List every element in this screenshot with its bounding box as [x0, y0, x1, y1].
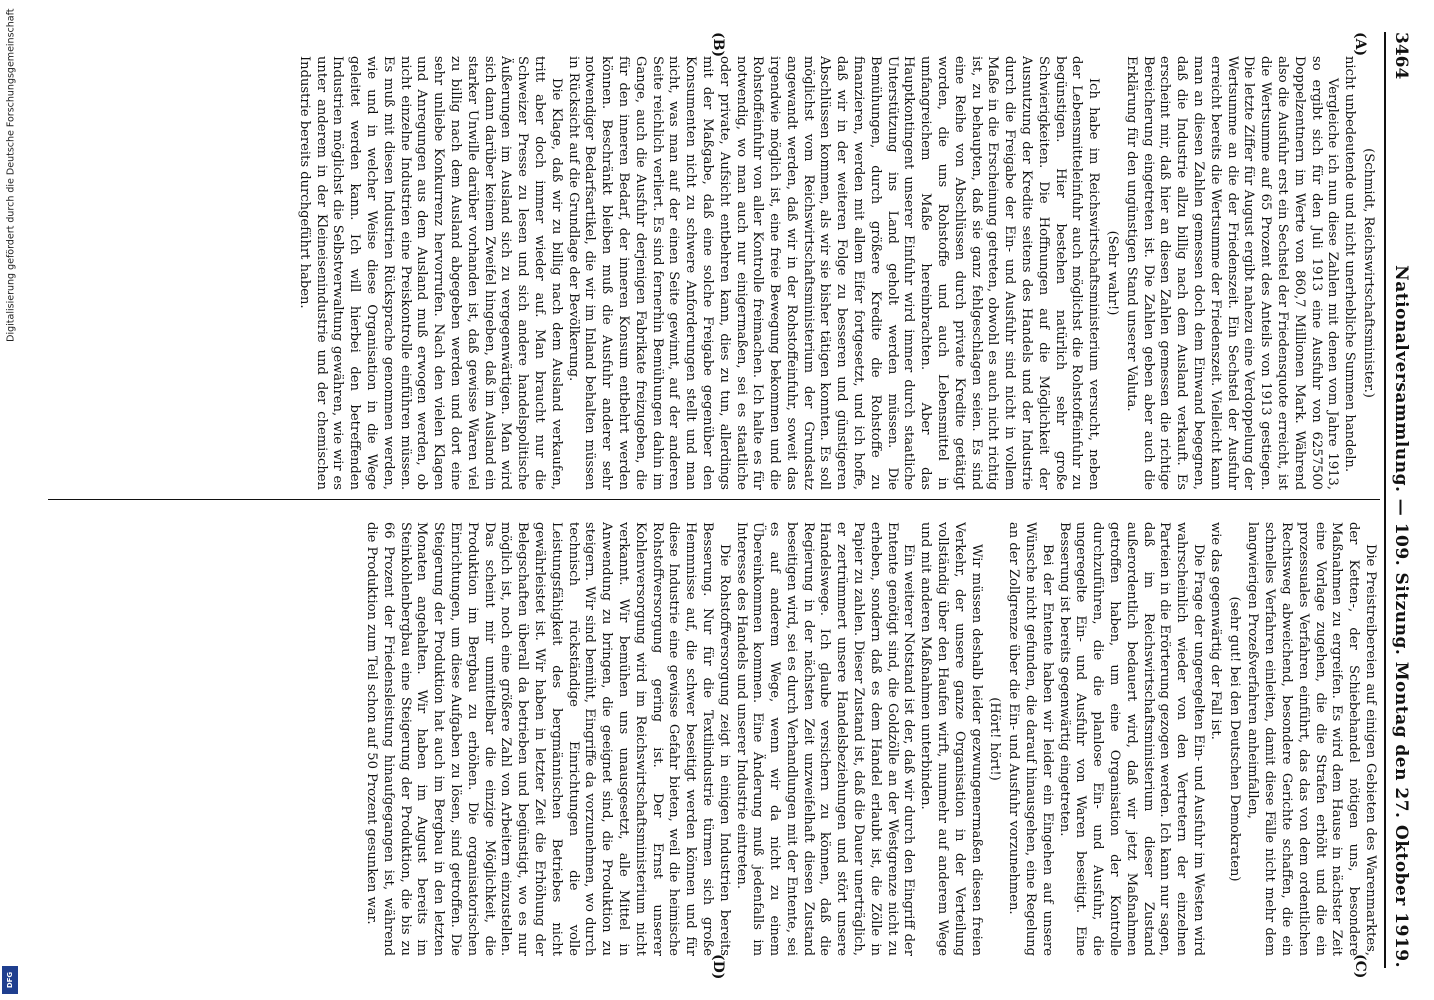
paragraph: Ich habe im Reichswirtschaftsministerium versucht, neben der Lebensmitteleinfuhr auch möglichst die Rohstoffeinfuhr zu begünstigen. Hier bestehen natürlich sehr große Schwierigkeiten. Die Hoffnungen auf die Möglichkeit der Ausnutzung der Kredite seitens des Handels und der Industrie durch die Freigabe der Ein- und Ausfuhr sind nicht in vollem Maße in die Erscheinung getreten, obwohl es auch nicht richtig ist, zu behaupten, daß sie ganz fehlgeschlagen seien. Es sind eine Reihe von Abschlüssen durch private Kredite getätigt worden, die uns Rohstoffe und auch Lebensmittel in umfangreichem Maße hereinbrachten. Aber das Hauptkontingent unserer Einfuhr wird immer durch staatliche Unterstützung ins Land geholt werden müssen. Die Bemühungen, durch größere Kredite die Rohstoffe zu finanzieren, werden mit allem Eifer fortgesetzt, und ich hoffe, daß wir in der weiteren Folge zu besseren und günstigeren Abschlüssen kommen, als wir sie bisher tätigen konnten. Es soll möglichst vom Reichswirtschaftsministerium der Grundsatz angewandt werden, daß wir in der Rohstoffeinfuhr, soweit das irgendwie möglich ist, eine freie Bewegung bekommen und die Rohstoffeinfuhr von aller Kontrolle freimachen. Ich halte es für notwendig, wo man auch nur einigermaßen, sei es staatliche oder private, Aufsicht entbehren kann, dies zu tun, allerdings mit der Maßgabe, daß eine solche Freigabe gegenüber den Konsumenten nicht zu schwere Anforderungen stellt und man nicht, was man auf der einen Seite gewinnt, auf der anderen Seite reichlich verliert. Es sind fernerhin Bemühungen dahin im Gange, auch die Ausfuhr derjenigen Fabrikate freizugeben, die für den inneren Bedarf, der inneren Konsum entbehrt werden können. Beschränkt bleiben muß die Ausfuhr anderer sehr notwendiger Bedarfsartikel, die wir im Inland behalten müssen in Rücksicht auf die Grundlage der Bevölkerung. — [565, 56, 1102, 490]
paragraph: Vergleiche ich nun diese Zahlen mit denen vom Jahre 1913, so ergibt sich für den Juli 1913 eine Ausfuhr von 6257500 Doppelzentnern im Werte von 860,7 Millionen Mark. Während also die Ausfuhr erst ein Sechstel der Friedensquote erreicht, ist die Wertsumme auf 65 Prozent des Anteils von 1913 gestiegen. Die letzte Ziffer für August ergibt nahezu eine Verdoppelung der Wertsumme an die der Friedenszeit. Ein Sechstel der Ausfuhr erreicht bereits die Wertsumme der Friedenszeit. Vielleicht kann man an diesen Zahlen gemessen doch dem Einwand begegnen, daß die Industrie allzu billig nach dem Ausland verkauft. Es erscheint mir, daß hier an diesen Zahlen gemessen die richtige Bereicherung eingetreten ist. Die Zahlen geben aber auch die Erklärung für den ungünstigen Stand unserer Valuta. — [1123, 56, 1341, 490]
paragraph: Die Frage der ungeregelten Ein- und Ausfuhr im Westen wird wahrscheinlich wieder von den Vertretern der einzelnen Parteien in die Erörterung gezogen werden. Ich kann nur sagen, daß im Reichswirtschaftsministerium dieser Zustand außerordentlich bedauert wird, daß wir jetzt Maßnahmen getroffen haben, um eine Organisation der Kontrolle durchzuführen, die die planlose Ein- und Ausfuhr, die ungeregelte Ein- und Ausfuhr von Waren beseitigt. Eine Besserung ist bereits gegenwärtig eingetreten. — [1056, 522, 1207, 956]
paragraph: nicht unbedeutende und nicht unerhebliche Summen handeln. — [1342, 56, 1358, 472]
dfg-logo — [2, 966, 18, 994]
interjection: (Hört! hört!) — [987, 697, 1003, 781]
page-number: 3464 — [1391, 32, 1411, 80]
digitization-credit — [4, 0, 18, 1000]
paragraph: Wir müssen deshalb leider gezwungenermaßen diesen freien Verkehr, der unsere ganze Organisation in der Verteilung vollständig über den Haufen wirft, nunmehr auf anderem Wege und mit anderen Maßnahmen unterbinden. — [918, 522, 984, 956]
paragraph: Die Klage, daß wir zu billig nach dem Ausland verkaufen, tritt aber doch immer wieder auf. Man braucht nur die Schweizer Presse zu lesen und sich andere handelspolitische Äußerungen im Ausland sich zu vergegenwärtigen. Man wird sich dann darüber keinem Zweifel hingeben, daß im Ausland ein starker Unwille darüber vorhanden ist, daß gewisse Waren viel zu billig nach dem Ausland abgegeben werden und dort eine sehr unliebe Konkurrenz hervorrufen. Nach den vielen Klagen und Anregungen aus dem Ausland muß erwogen werden, ob nicht einzelne Industrien eine Preiskontrolle einführen müssen. Es muß mit diesen Industrien Rücksprache genommen werden, wie und in welcher Weise diese Organisation in die Wege geleitet werden kann. Ich will hierbei den betreffenden Industrien möglichst die Selbstverwaltung gewähren, wie wir es unter anderem in der Kleineisenindustrie und der chemischen Industrie bereits durchgeführt haben. — [296, 56, 564, 490]
interjection: (Sehr wahr!) — [1105, 230, 1121, 316]
paragraph: Die Preistreibereien auf einigen Gebieten des Warenmarktes, der Ketten-, der Schiebehandel nötigen uns, besondere Maßnahmen zu ergreifen. Es wird dem Hause in nächster Zeit eine Vorlage zugehen, die die Strafen erhöht und die ein prozessuales Verfahren einführt, das das von dem ordentlichen Rechtsweg abweichend, besondere Gerichte schaffen, die ein schnelles Verfahren einleiten, damit diese Fälle nicht mehr dem langwierigen Prozeßverfahren anheimfallen, — [1245, 522, 1378, 956]
margin-marker-d: (D) — [710, 954, 726, 980]
paragraph: wie das gegenwärtig der Fall ist. — [1207, 522, 1223, 740]
interjection: (sehr gut! bei den Deutschen Demokraten) — [1226, 596, 1242, 882]
paragraph: Bei der Entente haben wir leider ein Eingehen auf unsere Wünsche nicht gefunden, die darauf hinausgehen, eine Regelung an der Zollgrenze über die Ein- und Ausfuhr vorzunehmen. — [1006, 522, 1055, 956]
page-scan — [36, 10, 1426, 990]
dfg-logo-text: DFG — [6, 971, 14, 989]
column-divider — [48, 499, 1380, 500]
margin-marker-a: (A) — [1352, 32, 1368, 57]
digitization-credit-text: Digitalisierung gefördert durch die Deutsche Forschungsgemeinschaft — [5, 8, 17, 342]
margin-marker-b: (B) — [710, 32, 726, 58]
right-column — [50, 522, 1378, 956]
document-page — [36, 10, 1426, 990]
paragraph: Die Rohstoffversorgung zeigt in einigen Industrien bereits Besserung. Nur für die Textilindustrie türmen sich große Hemmnisse auf, die schwer beseitigt werden können und für diese Industrie eine gewisse Gefahr bieten, weil die heimische Rohstoffversorgung gering ist. Der Ernst unserer Kohlenversorgung wird im Reichswirtschaftsministerium nicht verkannt. Wir bemühen uns unausgesetzt, alle Mittel in Anwendung zu bringen, die geeignet sind, die Produktion zu steigern. Wir sind bemüht, Eingriffe da vorzunehmen, wo durch technisch rückständige Einrichtungen die volle Leistungsfähigkeit des bergmännischen Betriebes nicht gewährleistet ist. Wir haben in letzter Zeit die Erhöhung der Belegschaften überall da betrieben und begünstigt, wo es nur möglich ist, noch eine größere Zahl von Arbeitern einzustellen. Das scheint mir unmittelbar die einzige Möglichkeit, die Produktion im Bergbau zu erhöhen. Die organisatorischen Einrichtungen, um diese Aufgaben zu lösen, sind getroffen. Die Steigerung der Produktion hat auch im Bergbau in den letzten Monaten angehalten. Wir haben im August bereits im Steinkohlenbergbau eine Steigerung der Produktion, die bis zu 66 Prozent der Friedensleistung hinaufgegangen ist, während die Produktion zum Teil schon auf 50 Prozent gesunken war. — [363, 522, 732, 956]
page-header — [1384, 32, 1416, 968]
margin-marker-c: (C) — [1352, 954, 1368, 979]
running-title: Nationalversammlung. — 109. Sitzung. Montag den 27. Oktober 1919. — [1391, 265, 1411, 968]
speaker-note: (Schmidt, Reichswirtschaftsminister.) — [1361, 148, 1376, 398]
left-column — [50, 56, 1378, 490]
paragraph: Ein weiterer Notstand ist der, daß wir durch den Eingriff der Entente genötigt sind, die Goldzölle an der Westgrenze nicht zu erheben, sondern daß es dem Handel erlaubt ist, die Zölle in Papier zu zahlen. Dieser Zustand ist, daß die Dauer unerträglich, er zertrümmert unsere Handelsbeziehungen und stört unsere Handelswege. Ich glaube versichern zu können, daß die Regierung in der nächsten Zeit unzweifelhaft diesen Zustand beseitigen wird, sei es durch Verhandlungen mit der Entente, sei es auf anderem Wege, wenn wir da nicht zu einem Übereinkommen kommen. Eine Änderung muß jedenfalls im Interesse des Handels und unserer Industrie eintreten. — [733, 522, 917, 956]
